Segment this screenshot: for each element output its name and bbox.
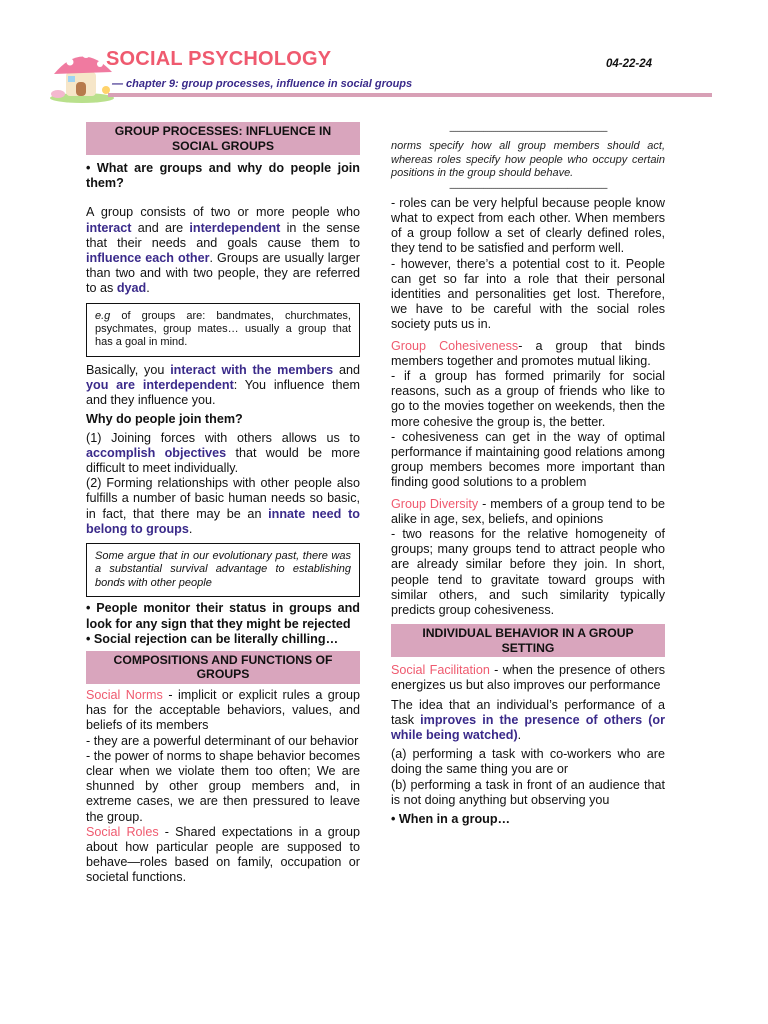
facilitation-def: Social Facilitation - when the presence of others energizes us but also improves our performance	[391, 663, 665, 693]
bullet-when-in-group: • When in a group…	[391, 812, 511, 827]
bullet-status: • People monitor their status in groups and look for any sign that they might be rejected	[86, 601, 360, 631]
left-column	[86, 122, 360, 886]
cohesiveness-def: Group Cohesiveness- a group that binds members together and promotes mutual liking.	[391, 338, 665, 368]
section-band-group-processes: GROUP PROCESSES: INFLUENCE IN SOCIAL GROUPS	[86, 122, 360, 155]
header-rule	[108, 93, 712, 97]
reason-1: (1) Joining forces with others allows us to accomplish objectives that would be more difficult to meet individually.	[86, 430, 360, 476]
paragraph-basically: Basically, you interact with the members and you are interdependent: You influence them and they influence you.	[86, 362, 361, 408]
diversity-def: Group Diversity - members of a group tend to be alike in age, sex, beliefs, and opinions	[391, 496, 665, 526]
social-norms-def: Social Norms - implicit or explicit rules a group has for the acceptable behaviors, values, and beliefs of its members	[86, 687, 360, 733]
page-title: SOCIAL PSYCHOLOGY	[106, 48, 332, 70]
roles-cost: - however, there’s a potential cost to it. People can get so far into a role that their personal identities and personalities get lost. Therefore, we have to be careful with the social roles society puts us in.	[391, 256, 665, 332]
question-what-are-groups: • What are groups and why do people join them?	[86, 161, 360, 191]
facilitation-b: (b) performing a task in front of an audience that is not doing anything but observing you	[391, 777, 665, 807]
social-norms-l3: - the power of norms to shape behavior becomes clear when we violate them too often; We are shunned by other group members and, in extreme cases, we are then pressured to leave the group.	[86, 748, 360, 824]
facilitation-a: (a) performing a task with co-workers who are doing the same thing you are or	[391, 747, 665, 777]
social-roles-def: Social Roles - Shared expectations in a group about how particular people are supposed to behave—roles based on family, occupation or societal functions.	[86, 824, 360, 885]
page-header	[48, 38, 668, 106]
diversity-l2: - two reasons for the relative homogeneity of groups; many groups tend to attract people who are already similar before they join. In short, people tend to gravitate toward groups with similar others, and such similarity typically predicts group cohesiveness.	[391, 527, 665, 618]
norms-vs-roles-note: norms specify how all group members should act, whereas roles specify how people who occupy certain positions in the group should behave.	[391, 140, 665, 180]
cohesiveness-l2: - if a group has formed primarily for social reasons, such as a group of friends who like to go to the movies together on weekends, then the more cohesive the group is, the better.	[391, 369, 665, 429]
divider-top: -------------------------------------------------------------------------------	[449, 127, 607, 136]
evolution-note-box: Some argue that in our evolutionary past, there was a substantial survival advantage to establishing bonds with other people	[86, 543, 360, 597]
question-why-join: Why do people join them?	[86, 412, 243, 427]
page-subtitle: — chapter 9: group processes, influence in social groups	[112, 78, 413, 90]
divider-bottom: -------------------------------------------------------------------------------	[449, 183, 607, 193]
facilitation-idea: The idea that an individual’s performance of a task improves in the presence of others (or while being watched).	[391, 697, 665, 743]
section-band-compositions: COMPOSITIONS AND FUNCTIONS OF GROUPS	[86, 651, 360, 684]
example-box: e.g of groups are: bandmates, churchmates, psychmates, group mates… usually a group that has a goal in mind.	[86, 303, 360, 357]
social-norms-l2: - they are a powerful determinant of our behavior	[86, 733, 359, 748]
reason-2: (2) Forming relationships with other people also fulfills a number of basic human needs so basic, in fact, that there may be an innate need to belong to groups.	[86, 476, 360, 536]
bullet-rejection: • Social rejection can be literally chilling…	[86, 631, 339, 646]
right-column	[391, 127, 665, 827]
page-date: 04-22-24	[606, 58, 653, 70]
section-band-individual-behavior: INDIVIDUAL BEHAVIOR IN A GROUP SETTING	[391, 624, 665, 657]
roles-helpful: - roles can be very helpful because people know what to expect from each other. When members of a group follow a set of clearly defined roles, they tend to be satisfied and perform well.	[391, 195, 665, 256]
paragraph-group-definition: A group consists of two or more people who interact and are interdependent in the sense that their needs and goals cause them to influence each other. Groups are usually larger than two and with two people, they are referred to as dyad.	[86, 205, 360, 296]
cohesiveness-l3: - cohesiveness can get in the way of optimal performance if maintaining good relations among group members becomes more important than finding good solutions to a problem	[391, 429, 665, 490]
